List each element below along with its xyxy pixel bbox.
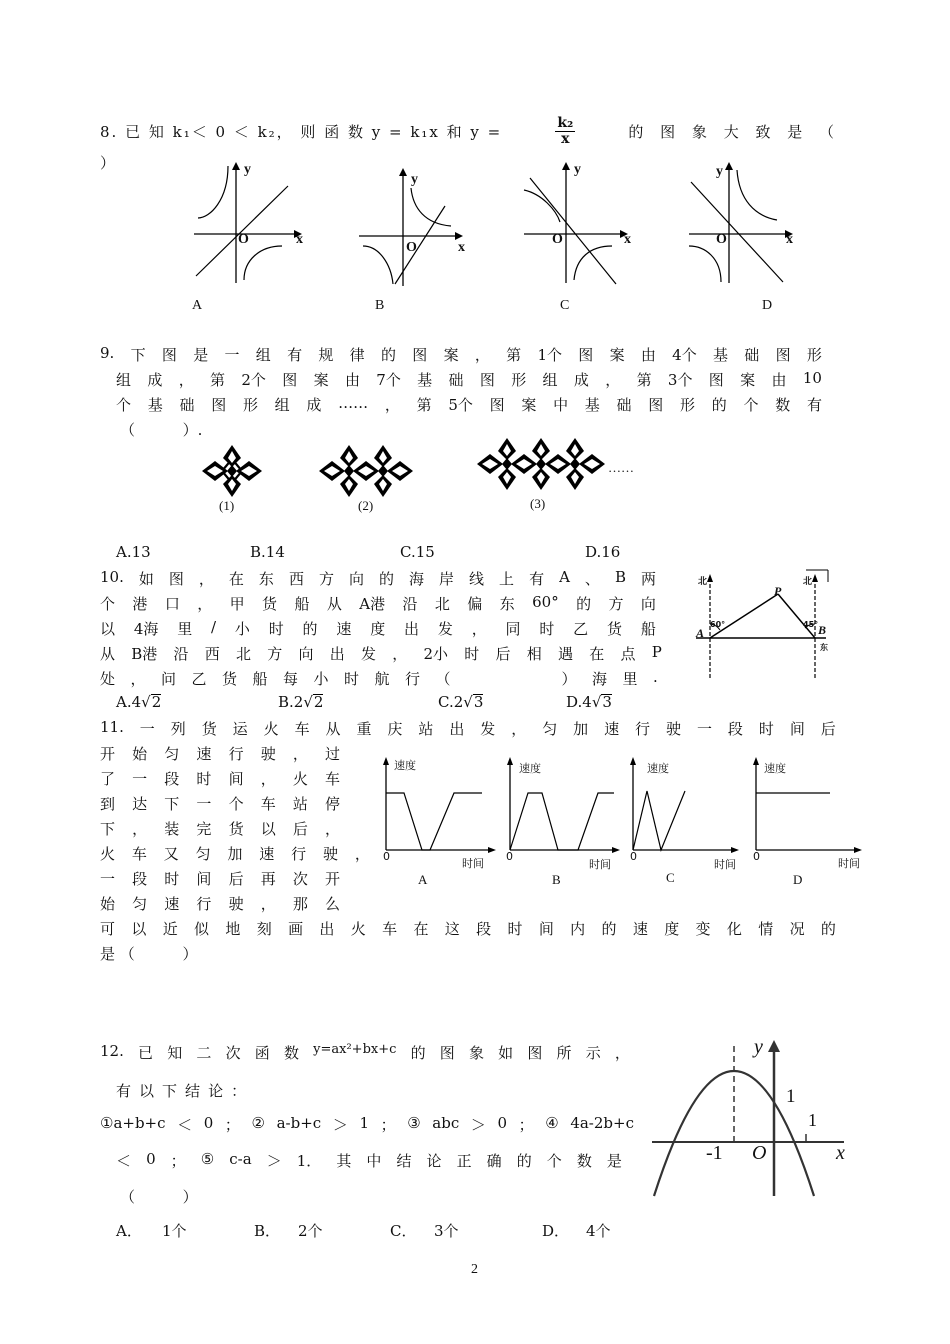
q11-c-x: 时间 [714, 858, 736, 871]
q12-option-b: B． [254, 1222, 281, 1240]
page-number: 2 [471, 1262, 478, 1277]
q8-stem-close: ） [100, 154, 116, 172]
q10-option-a: A.4√2 [116, 693, 162, 711]
sqrt-icon: √ [463, 693, 473, 711]
q8-stem-before: 8. 已 知 k₁＜ 0 ＜ k₂， 则 函 数 y = k₁x 和 y = [100, 123, 503, 141]
q12-figure [648, 1038, 858, 1198]
q12-y-label: y [754, 1036, 763, 1058]
q10-option-d: D.4√3 [566, 693, 612, 711]
q8-stem [100, 116, 840, 147]
q8-d-x: x [786, 232, 793, 247]
sqrt-icon: √ [303, 693, 313, 711]
q10-line2: 个 港 口 ， 甲 货 船 从 A港 沿 北 偏 东 60° 的 方 向 [100, 593, 656, 613]
q9-line2: 组 成 ， 第 2个 图 案 由 7个 基 础 图 形 组 成 ， 第 3个 图 案 由 10 [116, 369, 822, 389]
q11-option-b: B [552, 872, 561, 887]
q8-graph-d [685, 160, 805, 285]
q8-a-o: O [238, 232, 249, 247]
q12-line1: 12. 已 知 二 次 函 数 y=ax²+bx+c 的 图 象 如 图 所 示 ， [100, 1042, 630, 1062]
q8-a-x: x [296, 232, 303, 247]
q11-left-line7: 始 匀 速 行 驶 ， 那 么 [100, 895, 340, 913]
q11-a-o: 0 [383, 850, 390, 863]
q11-left-line1: 开 始 匀 速 行 驶 ， 过 [100, 745, 340, 763]
q12-line4: ＜ 0 ； ⑤ c-a ＞ 1． 其 中 结 论 正 确 的 个 数 是 [116, 1150, 622, 1170]
q12-origin-label: O [752, 1142, 767, 1164]
q8-b-o: O [406, 240, 417, 255]
q9-option-b: B.14 [250, 543, 285, 561]
sqrt-icon: √ [141, 693, 151, 711]
q9-option-a: A.13 [116, 543, 151, 561]
q11-left-line4: 下 ， 装 完 货 以 后 ， [100, 820, 340, 838]
q11-d-y: 速度 [764, 762, 786, 775]
q10-north-left: 北 [698, 577, 708, 587]
q10-line4: 从 B港 沿 西 北 方 向 出 发 ， 2小 时 后 相 遇 在 点 P [100, 643, 662, 663]
q12-line3: ①a+b+c ＜ 0 ； ② a-b+c ＞ 1 ； ③ abc ＞ 0 ； ④ 4a-2b+c [100, 1114, 634, 1134]
q8-option-c: C [560, 298, 570, 313]
q9-option-c: C.15 [400, 543, 435, 561]
q10-point-b: B [818, 623, 827, 637]
q11-left-line3: 到 达 下 一 个 车 站 停 [100, 795, 340, 813]
q11-c-y: 速度 [647, 762, 669, 775]
q9-option-d: D.16 [585, 543, 621, 561]
q8-option-d: D [762, 298, 773, 313]
q11-option-c: C [666, 870, 675, 885]
q10-east: 东 [820, 643, 828, 652]
q11-d-o: 0 [753, 850, 760, 863]
q12-option-c: C． [390, 1222, 417, 1240]
q8-fraction [555, 116, 575, 147]
q8-option-b: B [375, 298, 385, 313]
q10-option-b: B.2√2 [278, 693, 324, 711]
q11-b-o: 0 [506, 850, 513, 863]
q10-angle-b: 45° [803, 620, 819, 629]
q11-left-line6: 一 段 时 间 后 再 次 开 [100, 870, 340, 888]
q12-one-x-label: 1 [808, 1110, 817, 1130]
q10-line3: 以 4海 里 / 小 时 的 速 度 出 发 ， 同 时 乙 货 船 [100, 618, 656, 638]
q10-option-c: C.2√3 [438, 693, 484, 711]
q8-b-y: y [411, 172, 418, 187]
q10-point-p: P [774, 584, 782, 598]
q11-a-y: 速度 [394, 759, 416, 772]
q11-line1: 11. 一 列 货 运 火 车 从 重 庆 站 出 发 ， 匀 加 速 行 驶 一 段 时 间 后 [100, 718, 836, 738]
q11-c-o: 0 [630, 850, 637, 863]
q9-line3: 个 基 础 图 形 组 成 …… ， 第 5个 图 案 中 基 础 图 形 的 个 数 有 [116, 394, 822, 414]
q9-pattern-2 [312, 447, 442, 497]
q11-left-line2: 了 一 段 时 间 ， 火 车 [100, 770, 340, 788]
q8-graph-c [520, 160, 640, 285]
q10-north-right: 北 [803, 577, 813, 587]
q11-line-last: 可 以 近 似 地 刻 画 出 火 车 在 这 段 时 间 内 的 速 度 变 化 情 况 的 [100, 920, 836, 938]
q8-c-y: y [574, 162, 581, 177]
q11-left-line5: 火 车 又 匀 加 速 行 驶 ， [100, 845, 370, 863]
q8-c-o: O [552, 232, 563, 247]
q8-frac-den: x [561, 131, 570, 147]
q8-option-a: A [192, 298, 203, 313]
q8-graph-a [190, 160, 310, 285]
q11-option-a: A [418, 872, 428, 887]
q8-stem-after: 的 图 象 大 致 是 （ [628, 123, 840, 141]
q10-line1: 10. 如 图 ， 在 东 西 方 向 的 海 岸 线 上 有 A 、 B 两 [100, 568, 656, 588]
q10-angle-a: 60° [710, 620, 726, 629]
q12-option-d: D． [542, 1222, 570, 1240]
q12-neg1-label: -1 [706, 1142, 723, 1164]
q10-line5: 处 ， 问 乙 货 船 每 小 时 航 行 （ ） 海 里 . [100, 668, 658, 688]
q9-fig-label-3: (3) [530, 496, 546, 511]
q9-line4: （ ）. [120, 421, 203, 439]
q12-option-a: A． [116, 1222, 142, 1240]
sqrt-icon: √ [591, 693, 602, 711]
q12-line5: （ ） [120, 1188, 198, 1206]
q8-frac-num: k₂ [557, 115, 574, 131]
q9-line1: 9. 下 图 是 一 组 有 规 律 的 图 案 ， 第 1个 图 案 由 4个 基 础 图 形 [100, 344, 822, 364]
q9-fig-label-2: (2) [358, 498, 374, 513]
q11-b-x: 时间 [589, 858, 611, 871]
q8-d-o: O [716, 232, 727, 247]
q8-d-y: y [716, 164, 723, 179]
q12-one-y-label: 1 [786, 1086, 796, 1107]
q10-point-a: A [696, 626, 705, 640]
q11-option-d: D [793, 872, 803, 887]
q11-d-x: 时间 [838, 857, 860, 870]
q12-line2: 有以下结论： [116, 1082, 255, 1100]
q11-line-end: 是 （ ） [100, 945, 198, 963]
q8-a-y: y [244, 162, 251, 177]
q9-pattern-1 [195, 447, 275, 497]
q9-fig-label-1: (1) [219, 498, 235, 513]
q9-ellipsis: …… [608, 460, 634, 475]
q11-a-x: 时间 [462, 857, 484, 870]
q12-x-label: x [836, 1142, 845, 1164]
q11-b-y: 速度 [519, 762, 541, 775]
q8-b-x: x [458, 240, 465, 255]
q8-c-x: x [624, 232, 631, 247]
q11-graph-c [625, 755, 745, 855]
